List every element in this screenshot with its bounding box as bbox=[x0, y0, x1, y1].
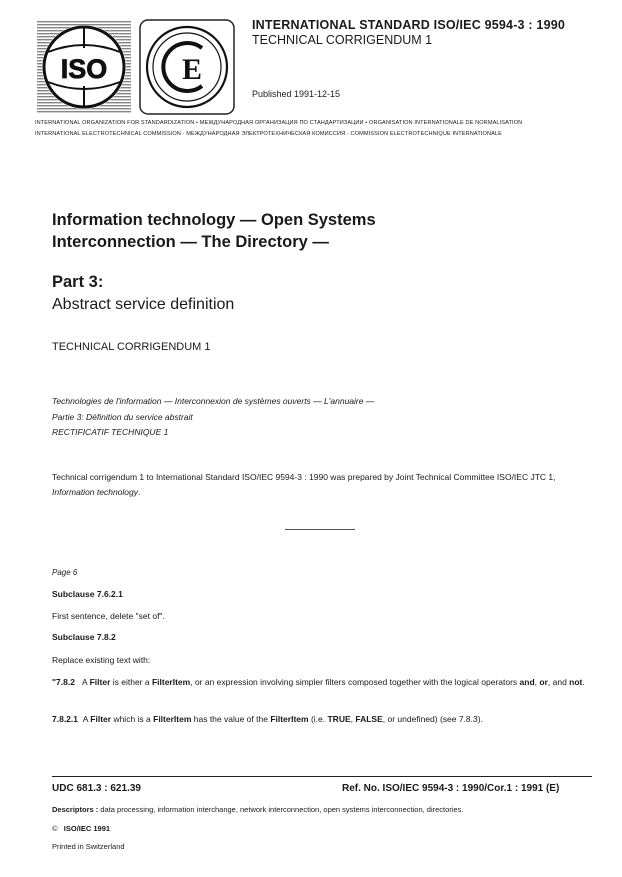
intro-paragraph bbox=[52, 470, 592, 500]
subclause-heading-2: Subclause 7.8.2 bbox=[52, 632, 116, 642]
term: FALSE bbox=[355, 714, 383, 724]
standard-number: INTERNATIONAL STANDARD ISO/IEC 9594-3 : 1990 bbox=[252, 18, 566, 32]
descriptors bbox=[52, 805, 463, 814]
copyright-text: ISO/IEC 1991 bbox=[63, 824, 111, 833]
term: or bbox=[539, 677, 548, 687]
title-corrigendum: TECHNICAL CORRIGENDUM 1 bbox=[52, 341, 211, 353]
title-line-2: Interconnection — The Directory — bbox=[52, 233, 329, 251]
org-line-iec: INTERNATIONAL ELECTROTECHNICAL COMMISSION · МЕЖДУНАРОДНАЯ ЭЛЕКТРОТЕХНИЧЕСКАЯ КОМИССИЯ · COMMISSION ELECTROTECHNIQUE INTERNATIONALE bbox=[35, 131, 502, 137]
iso-logo bbox=[35, 18, 133, 116]
iso-logo-icon bbox=[35, 18, 133, 116]
french-title-line-1: Technologies de l'information — Interconnexion de systèmes ouverts — L'annuaire — bbox=[52, 396, 375, 406]
term: FilterItem bbox=[151, 677, 191, 687]
text: A bbox=[82, 677, 90, 687]
text: has the value of the bbox=[191, 714, 271, 724]
replacement-paragraph-2 bbox=[52, 712, 592, 727]
term: FilterItem bbox=[153, 714, 192, 724]
reference-number: Ref. No. ISO/IEC 9594-3 : 1990/Cor.1 : 1991 (E) bbox=[342, 783, 560, 794]
text: which is a bbox=[111, 714, 154, 724]
replacement-paragraph-1 bbox=[52, 675, 592, 690]
footer-rule bbox=[52, 776, 592, 777]
copyright-icon: © bbox=[52, 824, 58, 833]
iso-logo-text: ISO bbox=[60, 54, 108, 84]
page-reference: Page 6 bbox=[52, 568, 78, 577]
term: Filter bbox=[89, 677, 111, 687]
instruction-2: Replace existing text with: bbox=[52, 655, 151, 665]
separator-line bbox=[285, 529, 355, 530]
term: not bbox=[569, 677, 583, 687]
clause-number: 7.8.2.1 bbox=[52, 714, 78, 724]
term: FilterItem bbox=[270, 714, 309, 724]
french-title-line-3: RECTIFICATIF TECHNIQUE 1 bbox=[52, 427, 169, 437]
part-subtitle: Abstract service definition bbox=[52, 296, 235, 313]
intro-italic: Information technology bbox=[52, 487, 138, 497]
intro-text: Technical corrigendum 1 to International Standard ISO/IEC 9594-3 : 1990 was prepared by Joint Technical Committee ISO/IEC JTC 1, bbox=[52, 472, 556, 482]
text: , and bbox=[547, 677, 570, 687]
clause-number: "7.8.2 bbox=[52, 677, 75, 687]
text: , bbox=[534, 677, 540, 687]
term: and bbox=[519, 677, 535, 687]
copyright bbox=[52, 824, 110, 833]
iec-logo-icon bbox=[138, 18, 236, 116]
term: Filter bbox=[90, 714, 112, 724]
subclause-heading-1: Subclause 7.6.2.1 bbox=[52, 589, 123, 599]
french-title-line-2: Partie 3: Définition du service abstrait bbox=[52, 412, 193, 422]
text: , bbox=[350, 714, 356, 724]
printed-location: Printed in Switzerland bbox=[52, 842, 125, 851]
udc-number: UDC 681.3 : 621.39 bbox=[52, 783, 141, 794]
iec-logo bbox=[138, 18, 236, 116]
text: A bbox=[82, 714, 91, 724]
term: TRUE bbox=[327, 714, 351, 724]
part-label: Part 3: bbox=[52, 273, 104, 291]
text: . bbox=[582, 677, 585, 687]
title-line-1: Information technology — Open Systems bbox=[52, 211, 376, 229]
org-line-iso: INTERNATIONAL ORGANIZATION FOR STANDARDIZATION • МЕЖДУНАРОДНАЯ ОРГАНИЗАЦИЯ ПО СТАНДАРТИЗАЦИИ • ORGANISATION INTERNATIONALE DE NORMALISATION bbox=[35, 120, 523, 126]
descriptors-text: data processing, information interchange, network interconnection, open systems interconnection, directories. bbox=[98, 805, 464, 814]
text: is either a bbox=[110, 677, 152, 687]
iec-logo-letter: E bbox=[181, 53, 203, 86]
text: , or undefined) (see 7.8.3). bbox=[382, 714, 483, 724]
instruction-1: First sentence, delete "set of". bbox=[52, 611, 165, 621]
published-date: Published 1991-12-15 bbox=[252, 89, 341, 99]
text: (i.e. bbox=[308, 714, 328, 724]
text: , or an expression involving simpler filters composed together with the logical operators bbox=[190, 677, 520, 687]
intro-end: . bbox=[138, 487, 141, 497]
header-corrigendum: TECHNICAL CORRIGENDUM 1 bbox=[252, 33, 433, 47]
descriptors-label: Descriptors : bbox=[52, 805, 99, 814]
